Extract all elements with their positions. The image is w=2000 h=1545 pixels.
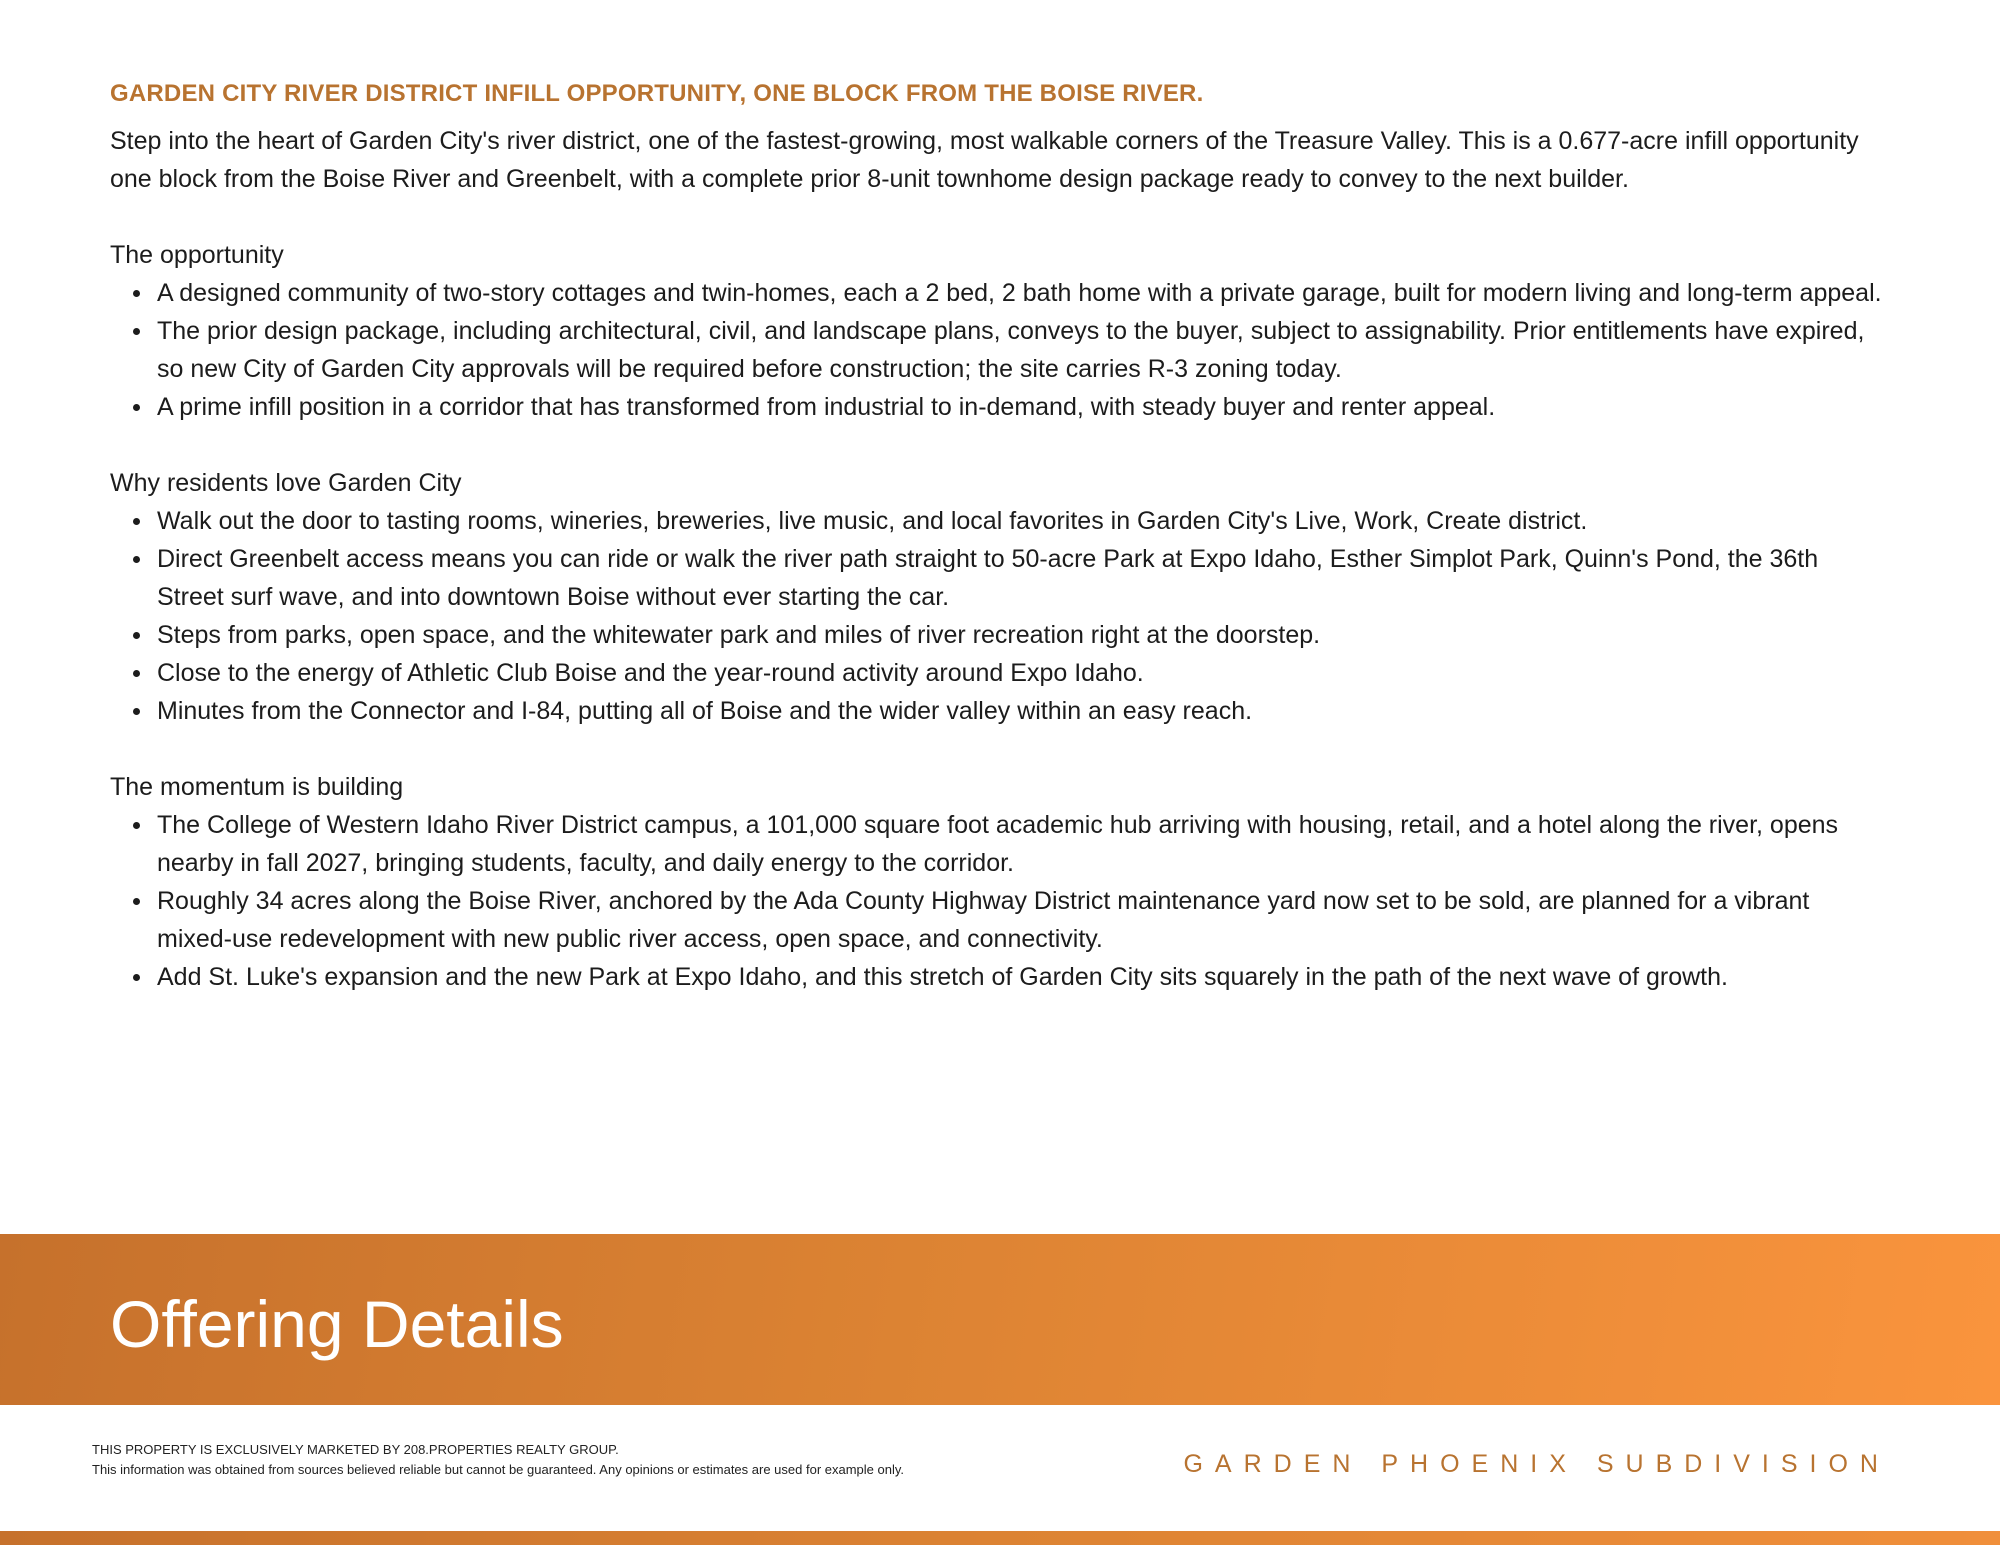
bottom-accent-bar	[0, 1531, 2000, 1545]
footer-brand-name: GARDEN PHOENIX SUBDIVISION	[1183, 1450, 1890, 1478]
section-heading: Why residents love Garden City	[110, 469, 462, 497]
main-content	[110, 78, 1890, 996]
list-item: Direct Greenbelt access means you can ride or walk the river path straight to 50-acre Park at Expo Idaho, Esther Simplot Park, Quinn's Pond, the 36th Street surf wave, and into downtown Boise without ever starting the car.	[157, 540, 1890, 616]
list-item: A prime infill position in a corridor that has transformed from industrial to in-demand, with steady buyer and renter appeal.	[157, 388, 1890, 426]
section-why-residents	[110, 464, 1890, 730]
list-item: A designed community of two-story cottages and twin-homes, each a 2 bed, 2 bath home with a private garage, built for modern living and long-term appeal.	[157, 274, 1890, 312]
list-item: The prior design package, including architectural, civil, and landscape plans, conveys to the buyer, subject to assignability. Prior entitlements have expired, so new City of Garden City approvals will be required before construction; the site carries R-3 zoning today.	[157, 312, 1890, 388]
list-item: Add St. Luke's expansion and the new Park at Expo Idaho, and this stretch of Garden City sits squarely in the path of the next wave of growth.	[157, 958, 1890, 996]
list-item: Steps from parks, open space, and the whitewater park and miles of river recreation right at the doorstep.	[157, 616, 1890, 654]
footer-marketed-by: THIS PROPERTY IS EXCLUSIVELY MARKETED BY 208.PROPERTIES REALTY GROUP.	[92, 1442, 619, 1457]
section-opportunity	[110, 236, 1890, 426]
list-item: Close to the energy of Athletic Club Boise and the year-round activity around Expo Idaho.	[157, 654, 1890, 692]
bullet-list	[110, 274, 1890, 426]
offering-details-banner	[0, 1234, 2000, 1405]
list-item: Walk out the door to tasting rooms, wineries, breweries, live music, and local favorites in Garden City's Live, Work, Create district.	[157, 502, 1890, 540]
list-item: The College of Western Idaho River District campus, a 101,000 square foot academic hub arriving with housing, retail, and a hotel along the river, opens nearby in fall 2027, bringing students, faculty, and daily energy to the corridor.	[157, 806, 1890, 882]
section-heading: The momentum is building	[110, 773, 404, 801]
list-item: Roughly 34 acres along the Boise River, anchored by the Ada County Highway District maintenance yard now set to be sold, are planned for a vibrant mixed-use redevelopment with new public river access, open space, and connectivity.	[157, 882, 1890, 958]
bullet-list	[110, 806, 1890, 996]
footer-disclaimer-block	[92, 1440, 904, 1480]
bullet-list	[110, 502, 1890, 730]
banner-title: Offering Details	[110, 1287, 564, 1361]
section-heading: The opportunity	[110, 241, 284, 269]
section-momentum	[110, 768, 1890, 996]
page-headline: GARDEN CITY RIVER DISTRICT INFILL OPPORTUNITY, ONE BLOCK FROM THE BOISE RIVER.	[110, 80, 1204, 107]
intro-paragraph: Step into the heart of Garden City's river district, one of the fastest-growing, most walkable corners of the Treasure Valley. This is a 0.677-acre infill opportunity one block from the Boise River and Greenbelt, with a complete prior 8-unit townhome design package ready to convey to the next builder.	[110, 127, 1859, 193]
list-item: Minutes from the Connector and I-84, putting all of Boise and the wider valley within an easy reach.	[157, 692, 1890, 730]
footer-disclaimer: This information was obtained from sources believed reliable but cannot be guaranteed. Any opinions or estimates are used for example only.	[92, 1462, 904, 1477]
